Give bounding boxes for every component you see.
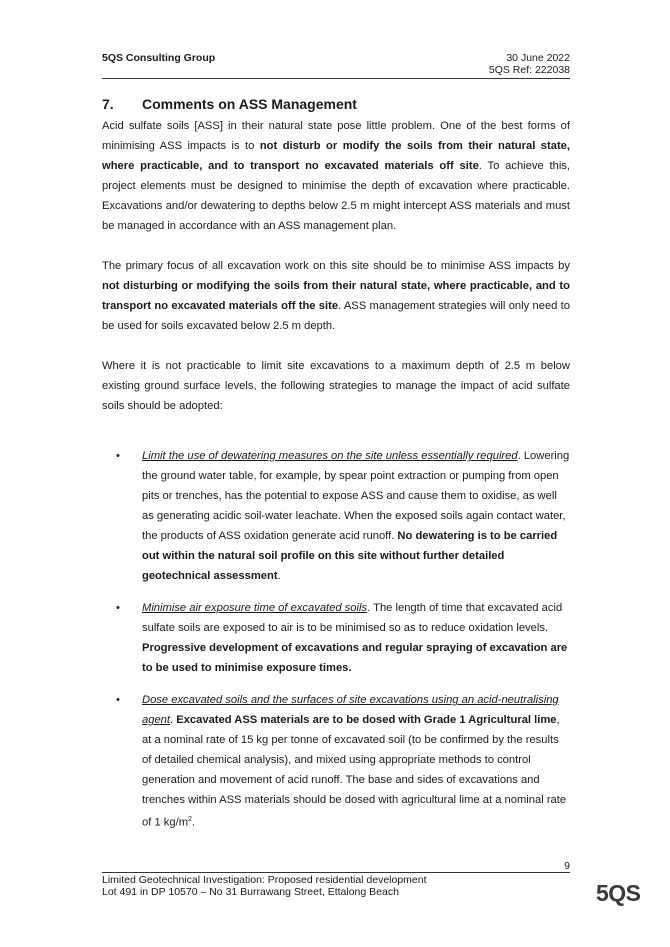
report-ref: 5QS Ref: 222038 [488, 64, 570, 76]
text: . The length of time that excavated acid sulfate soils are exposed to air is to be minimised so as to reduce oxidation levels. [142, 602, 563, 634]
paragraph-3: Where it is not practicable to limit site excavations to a maximum depth of 2.5 m below existing ground surface levels, the following strategies to manage the impact of acid sulfate soils should be adopted: [102, 360, 570, 412]
page-number: 9 [564, 860, 570, 872]
list-item [102, 690, 570, 833]
text: The primary focus of all excavation work on this site should be to minimise ASS impacts by [102, 260, 570, 272]
company-logo: 5QS [596, 880, 641, 906]
bullet-icon: • [116, 694, 120, 706]
text: . ASS management strategies will only need to be used for soils excavated below 2.5 m depth. [102, 300, 570, 332]
underlined-text: Dose excavated soils and the surfaces of site excavations using an acid-neutralising agent [142, 694, 559, 726]
footer-line-2: Lot 491 in DP 10570 – No 31 Burrawang Street, Ettalong Beach [102, 886, 399, 898]
section-number: 7. [102, 96, 114, 112]
list-item [102, 598, 570, 678]
section-title: Comments on ASS Management [142, 96, 357, 112]
document-body [102, 116, 570, 845]
bullet-icon: • [116, 450, 120, 462]
footer-line-1: Limited Geotechnical Investigation: Proposed residential development [102, 874, 427, 886]
text: . [277, 570, 281, 582]
text: . [170, 714, 177, 726]
text: . Lowering the ground water table, for example, by spear point extraction or pumping from open pits or trenches, has the potential to expose ASS and cause them to oxidise, as well as generating acidic soil-water leachate. When the exposed soils again contact water, the products of ASS oxidation generate acid runoff. [142, 450, 570, 542]
bold-text: Progressive development of excavations and regular spraying of excavation are to be used to minimise exposure times. [142, 642, 568, 674]
text: , at a nominal rate of 15 kg per tonne of excavated soil (to be confirmed by the results of detailed chemical analysis), and mixed using appropriate methods to control generation and movement of acid runoff. The base and sides of excavations and trenches within ASS materials should be dosed with agricultural lime at a nominal rate of 1 kg/m [142, 714, 567, 829]
section-heading [102, 96, 357, 112]
bold-text: not disturbing or modifying the soils from their natural state, where practicable, and to transport no excavated materials off the site [102, 280, 570, 312]
header-meta [489, 52, 570, 76]
company-name: 5QS Consulting Group [102, 52, 216, 64]
text: Acid sulfate soils [ASS] in their natural state pose little problem. One of the best forms of minimising ASS impacts is to [102, 120, 570, 152]
underlined-text: Limit the use of dewatering measures on the site unless essentially required [142, 450, 518, 462]
bold-text: not disturb or modify the soils from their natural state, where practicable, and to transport no excavated materials off site [102, 140, 570, 172]
underlined-text: Minimise air exposure time of excavated soils [142, 602, 368, 614]
paragraph-1 [102, 116, 570, 236]
bold-text: No dewatering is to be carried out within the natural soil profile on this site without further detailed geotechnical assessment [142, 530, 558, 582]
bullet-icon: • [116, 602, 120, 614]
page-header [102, 52, 570, 79]
text: . To achieve this, project elements must be designed to minimise the depth of excavation where practicable. Excavations and/or dewatering to depths below 2.5 m might intercept ASS materials and must be managed in accordance with an ASS management plan. [102, 160, 571, 232]
footer-text [102, 874, 427, 898]
text: . [191, 816, 196, 829]
list-item [102, 446, 570, 586]
page-footer [102, 860, 570, 873]
superscript: 2 [188, 816, 192, 823]
strategy-list [102, 446, 570, 833]
bold-text: Excavated ASS materials are to be dosed with Grade 1 Agricultural lime [176, 714, 557, 726]
paragraph-2 [102, 256, 570, 336]
report-date: 30 June 2022 [506, 52, 570, 64]
